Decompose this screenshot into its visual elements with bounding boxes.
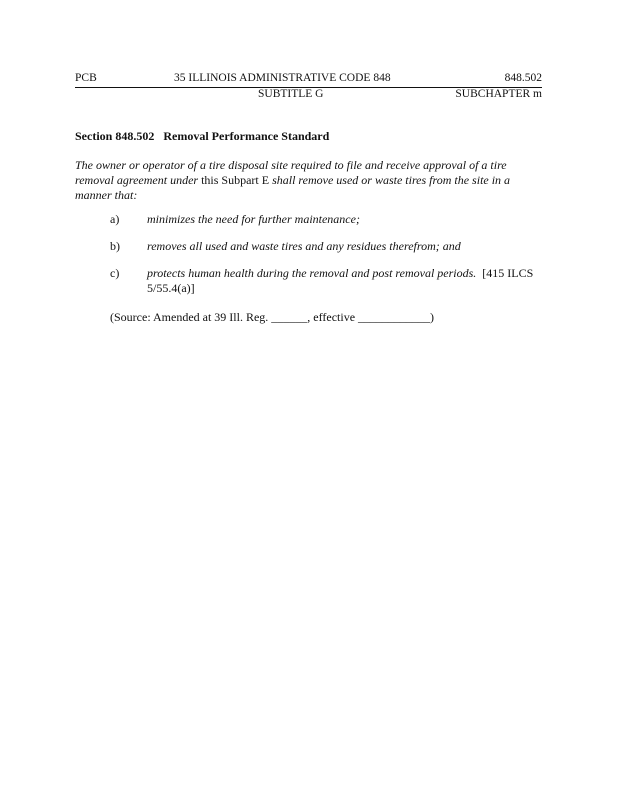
page-subheader: [75, 88, 542, 102]
item-letter: c): [110, 266, 120, 280]
item-letter: a): [110, 212, 120, 226]
intro-line-2: [75, 173, 545, 188]
intro-line-1: The owner or operator of a tire disposal site required to file and receive approval of a tire: [75, 158, 507, 172]
header-code-title: 35 ILLINOIS ADMINISTRATIVE CODE 848: [174, 72, 391, 84]
item-text-italic: protects human health during the removal and post removal periods.: [147, 266, 477, 280]
item-text: minimizes the need for further maintenance;: [147, 212, 360, 226]
section-title: Removal Performance Standard: [163, 129, 330, 143]
item-text-line-2: 5/55.4(a)]: [147, 281, 195, 295]
header-subchapter: SUBCHAPTER m: [455, 88, 542, 100]
intro-paragraph: [75, 158, 545, 203]
section-heading: [75, 129, 329, 143]
header-subtitle: SUBTITLE G: [258, 88, 324, 100]
intro-line-2-plain: this Subpart E: [198, 173, 273, 187]
section-number: Section 848.502: [75, 129, 155, 143]
item-citation: [415 ILCS: [476, 266, 534, 280]
item-letter: b): [110, 239, 120, 253]
item-text: removes all used and waste tires and any residues therefrom; and: [147, 239, 461, 253]
intro-line-2-italic: removal agreement under: [75, 173, 199, 187]
header-agency: PCB: [75, 72, 97, 84]
intro-line-2-italic-end: shall remove used or waste tires from the site in a: [272, 173, 511, 187]
intro-line-3: manner that:: [75, 188, 138, 202]
header-section-number: 848.502: [504, 72, 542, 84]
source-note: (Source: Amended at 39 Ill. Reg. ______, effective ____________): [110, 310, 435, 324]
page-header: [75, 72, 542, 88]
item-text-line-1: [147, 266, 549, 281]
